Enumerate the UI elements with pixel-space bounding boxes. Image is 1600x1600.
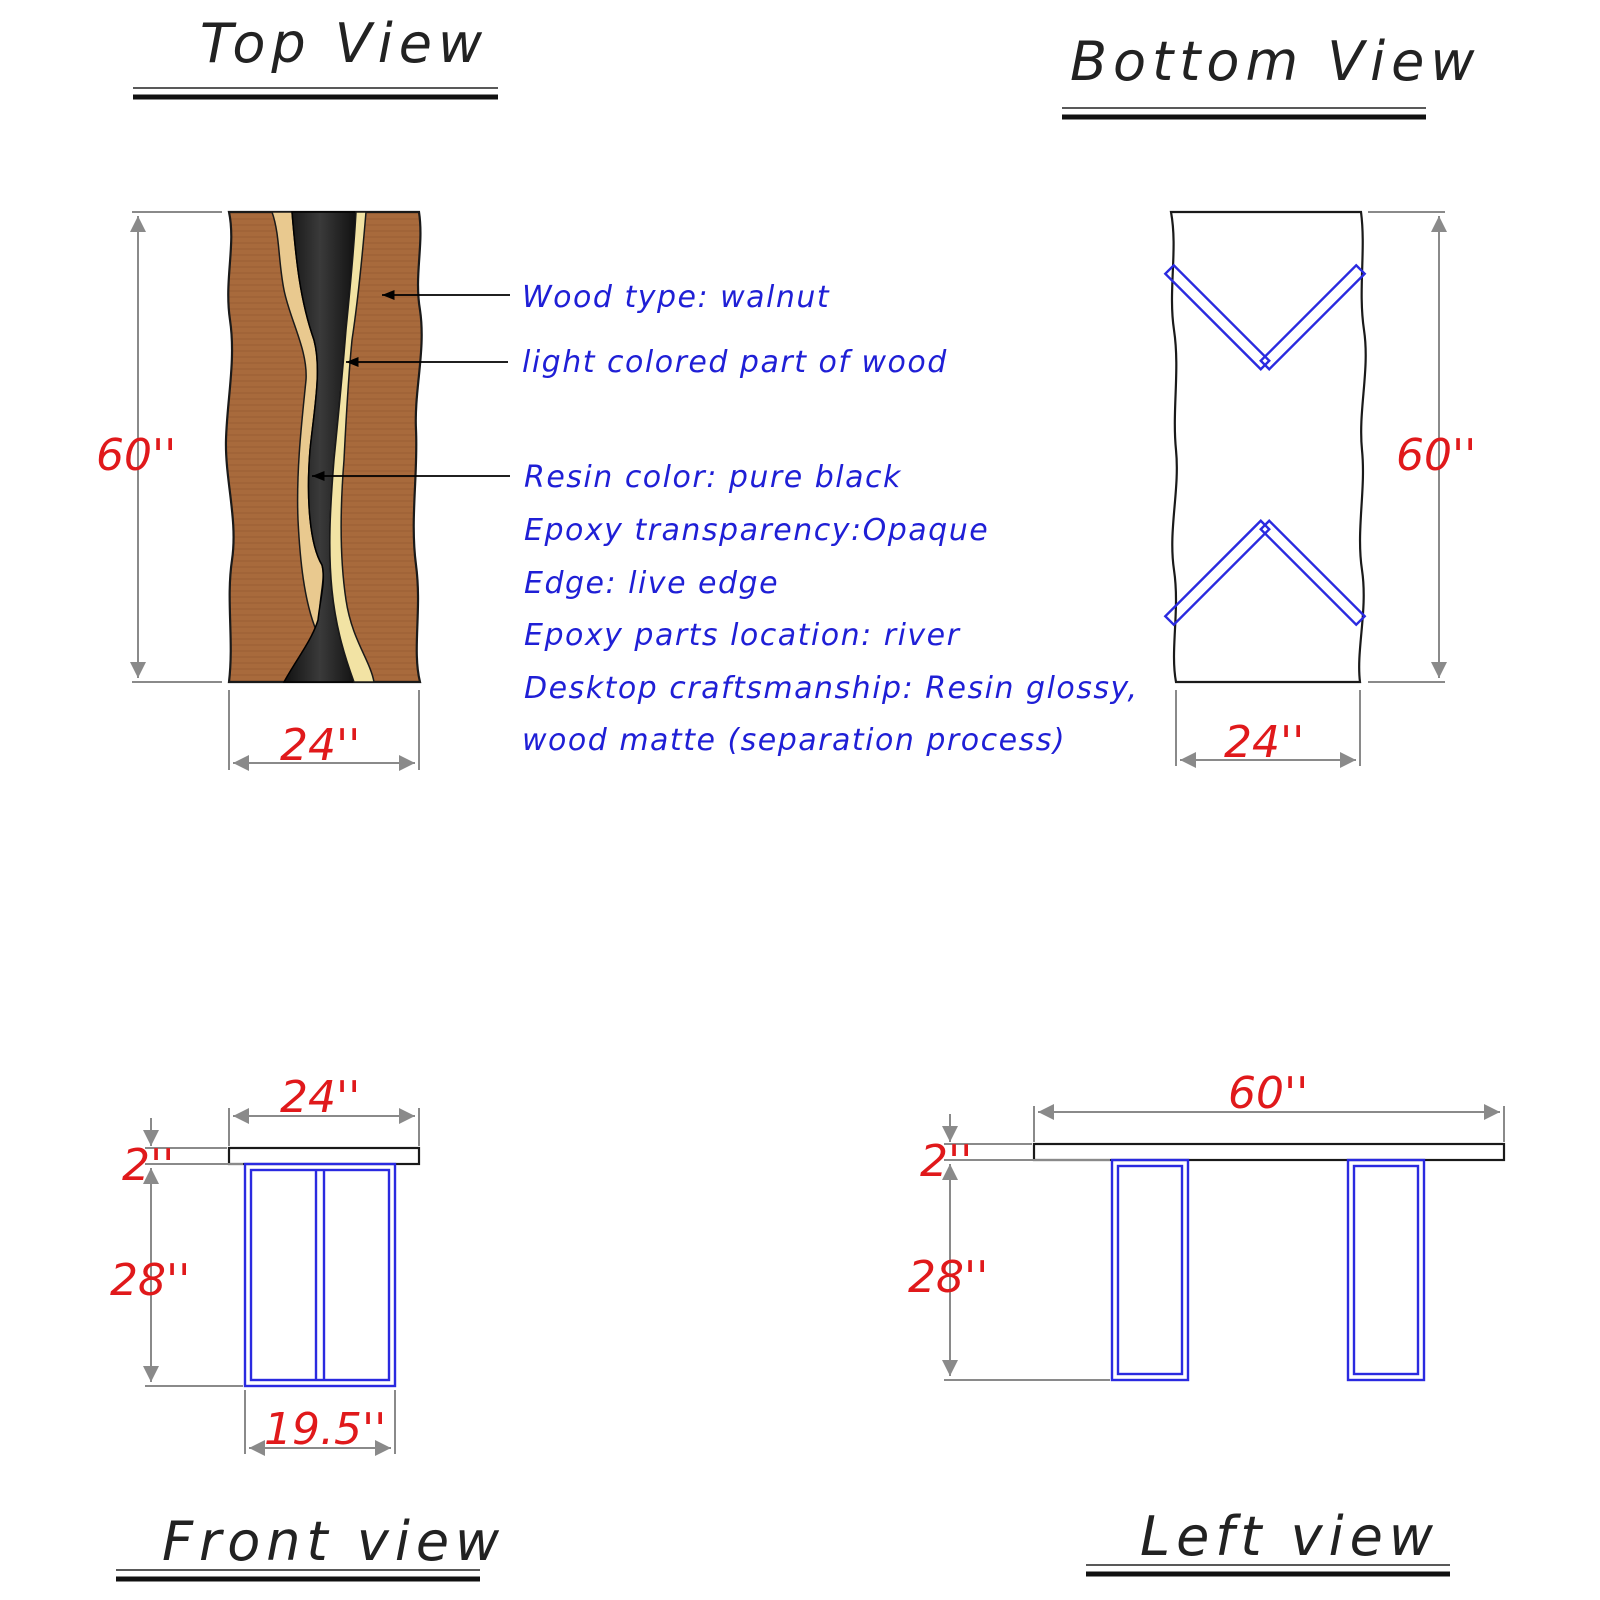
front-thickness-label: 2'' — [122, 1140, 175, 1191]
top-width-label: 24'' — [280, 720, 361, 771]
note-light-wood: light colored part of wood — [522, 345, 948, 380]
note-resin-color: Resin color: pure black — [524, 460, 902, 495]
note-craftsmanship-1: Desktop craftsmanship: Resin glossy, — [524, 671, 1139, 706]
left-length-label: 60'' — [1228, 1068, 1309, 1119]
left-view — [908, 1068, 1504, 1380]
front-leg-frame — [245, 1164, 395, 1386]
front-leg-width-label: 19.5'' — [264, 1404, 387, 1455]
note-edge: Edge: live edge — [524, 566, 780, 601]
top-view — [96, 212, 422, 771]
bottom-width-label: 24'' — [1224, 717, 1305, 768]
bottom-length-label: 60'' — [1396, 430, 1477, 481]
front-view — [110, 1072, 419, 1455]
bottom-slab-outline — [1171, 212, 1366, 682]
front-height-label: 28'' — [110, 1255, 191, 1306]
left-tabletop — [1034, 1144, 1504, 1160]
bottom-view — [1165, 212, 1476, 768]
left-view-heading — [1086, 1505, 1450, 1574]
top-view-heading — [133, 12, 498, 97]
note-wood-type: Wood type: walnut — [522, 280, 831, 315]
top-length-label: 60'' — [96, 430, 177, 481]
left-thickness-label: 2'' — [920, 1136, 973, 1187]
note-transparency: Epoxy transparency:Opaque — [524, 513, 990, 548]
bottom-view-heading — [1062, 30, 1481, 117]
top-view-title: Top View — [200, 12, 489, 75]
bottom-view-title: Bottom View — [1070, 30, 1481, 93]
front-tabletop — [229, 1148, 419, 1164]
front-view-heading — [116, 1510, 505, 1579]
front-view-title: Front view — [162, 1510, 506, 1573]
left-height-label: 28'' — [908, 1252, 989, 1303]
left-leg-1 — [1112, 1160, 1188, 1380]
front-width-label: 24'' — [280, 1072, 361, 1123]
material-notes — [522, 280, 1138, 758]
note-epoxy-location: Epoxy parts location: river — [524, 618, 961, 653]
note-craftsmanship-2: wood matte (separation process) — [522, 723, 1067, 758]
left-view-title: Left view — [1140, 1505, 1440, 1568]
left-leg-2 — [1348, 1160, 1424, 1380]
